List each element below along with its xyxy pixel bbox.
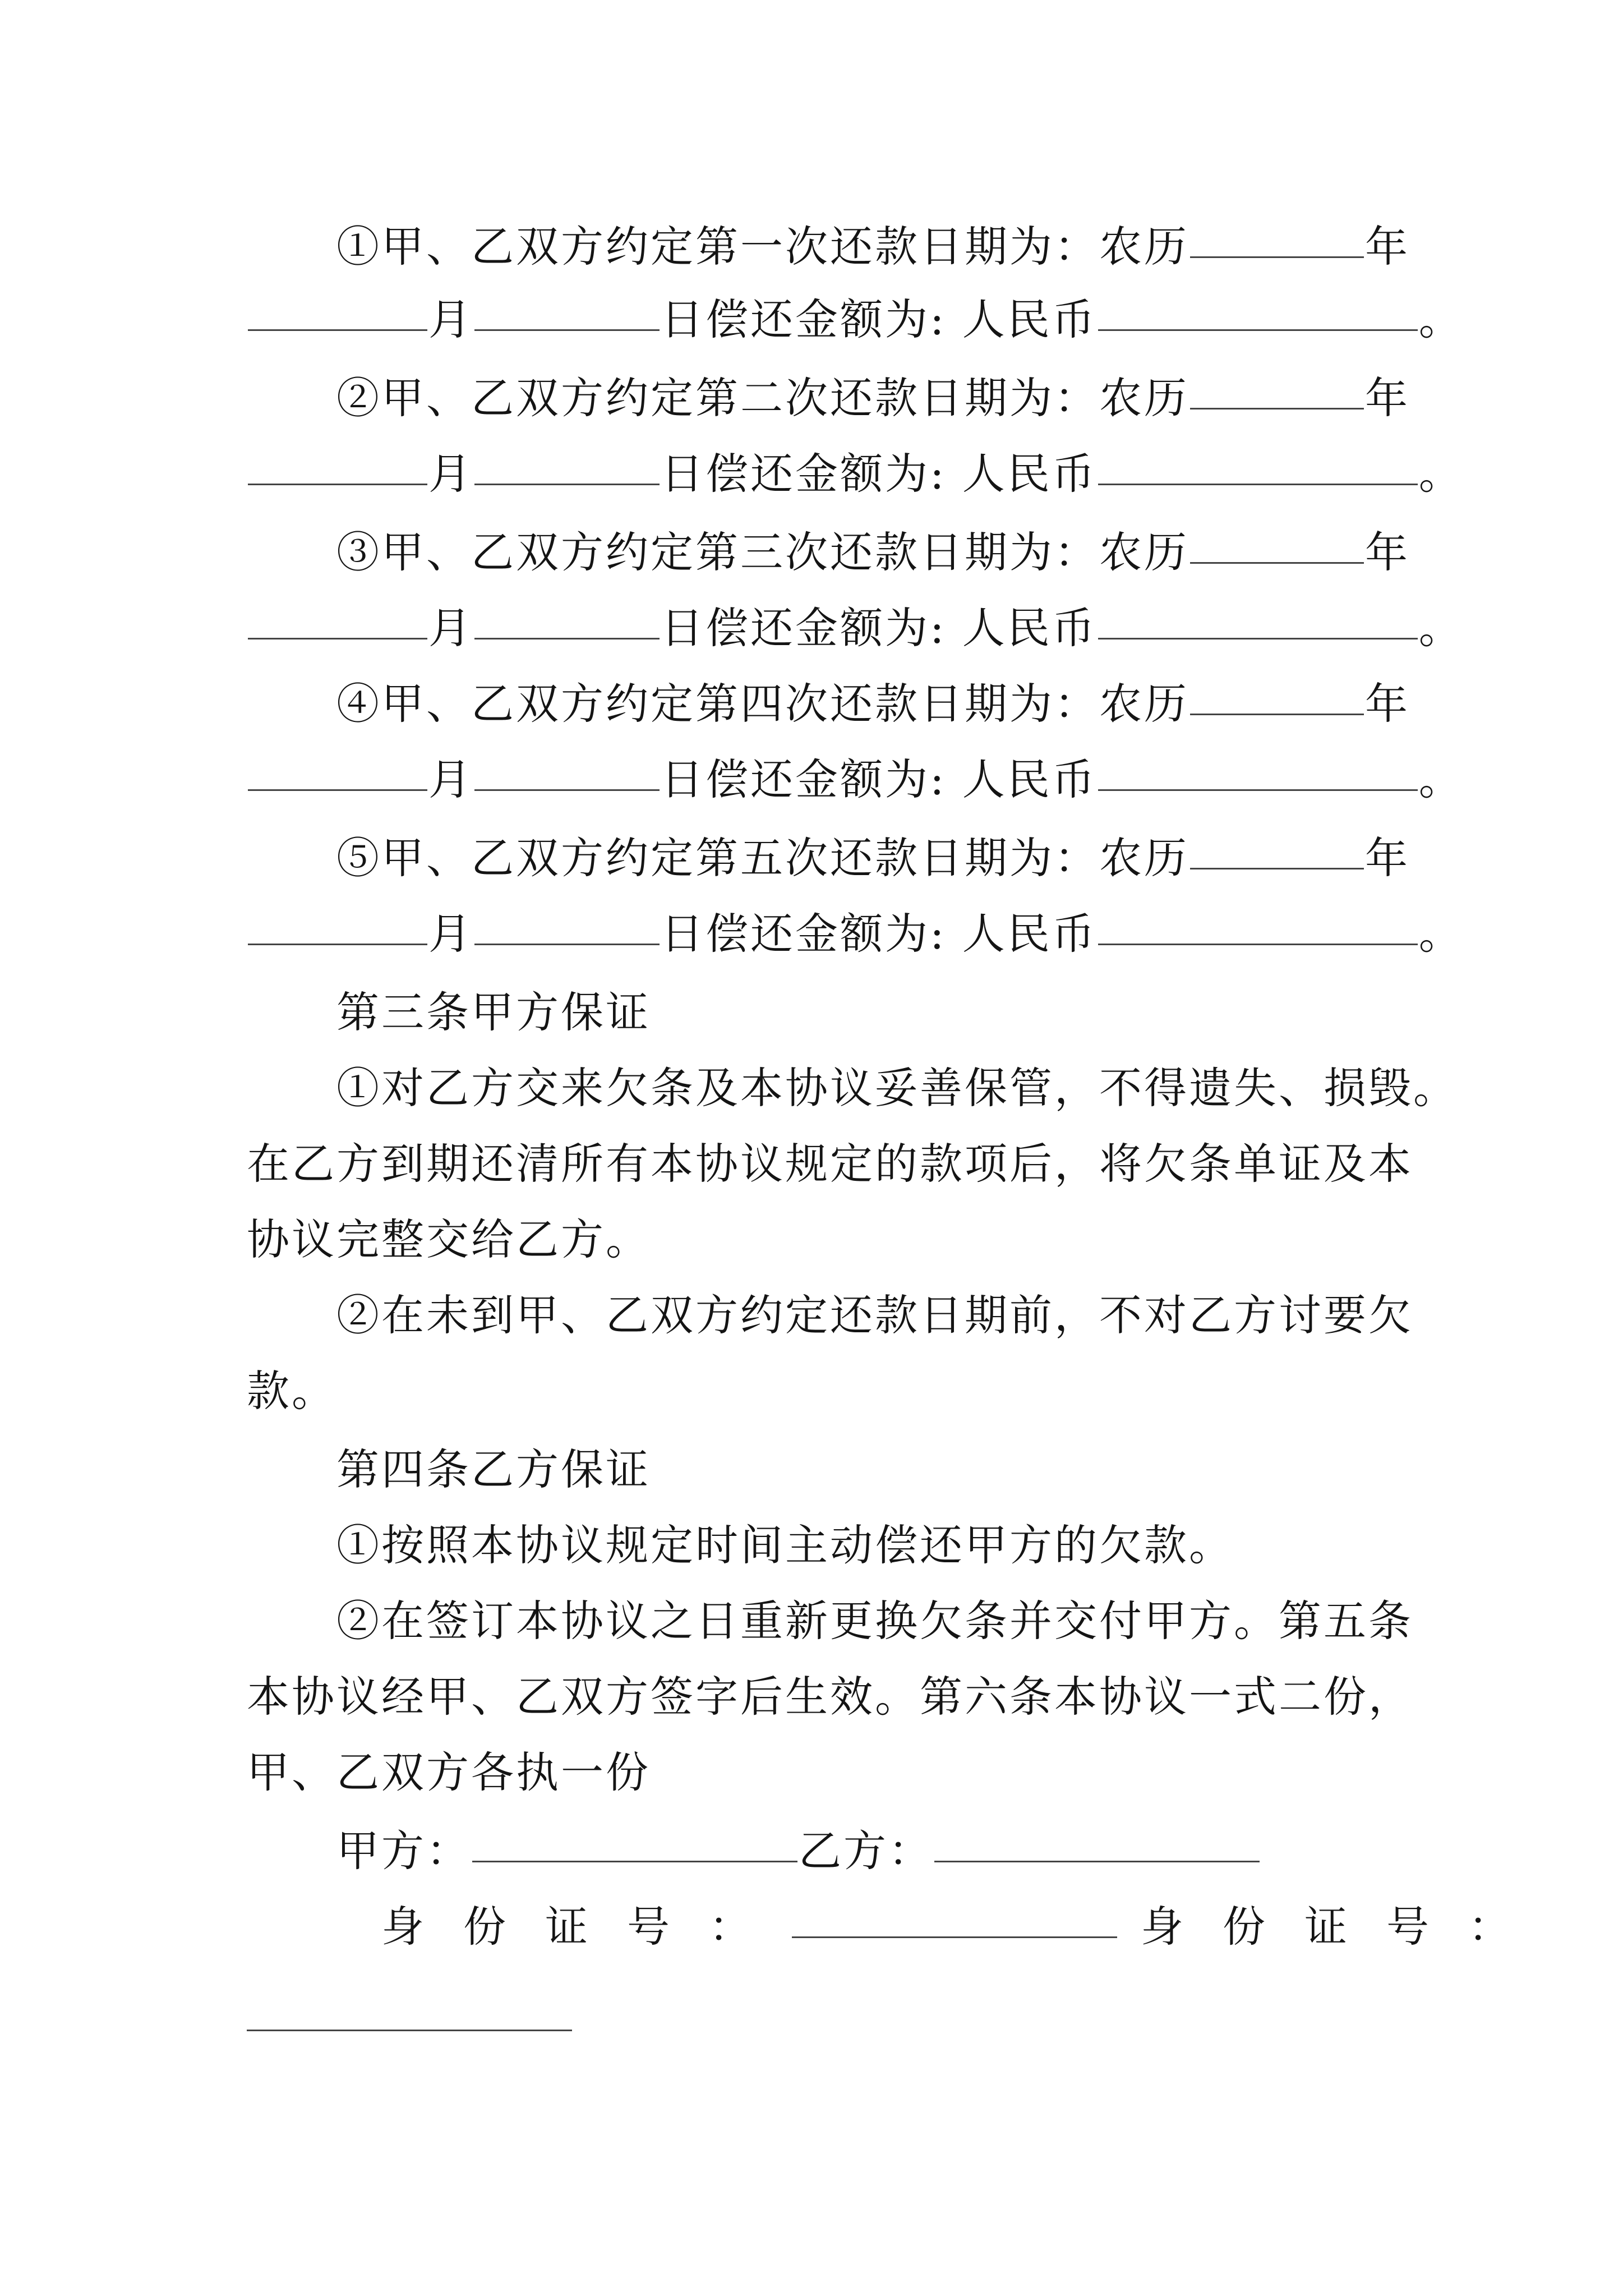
amount-blank [1098,599,1418,639]
article-4-p2-line-1: ②在签订本协议之日重新更换欠条并交付甲方。第五条 [336,1596,1413,1646]
installment-3-line-2: 月 日偿还金额为: 人民币 。 [247,595,1464,662]
amount-blank [1098,290,1418,331]
day-blank [474,750,660,791]
month-blank [248,750,427,791]
article-4-p2-line-3: 甲、乙双方各执一份 [247,1747,651,1797]
id-a-blank [792,1897,1117,1938]
amount-blank [1098,904,1418,945]
installment-4-line-1: ④甲、乙双方约定第四次还款日期为：农历 年 [336,670,1410,738]
amount-blank [1098,750,1418,791]
signature-parties [336,1818,1261,1885]
article-3-p1-line-3: 协议完整交给乙方。 [247,1214,651,1264]
article-4-p1: ①按照本协议规定时间主动偿还甲方的欠款。 [336,1520,1234,1570]
installment-5-line-1: ⑤甲、乙双方约定第五次还款日期为：农历 年 [336,825,1410,892]
month-blank [248,599,427,639]
id-b-blank [247,2030,572,2031]
article-3-p1-line-2: 在乙方到期还清所有本协议规定的款项后，将欠条单证及本 [247,1139,1413,1189]
month-blank [248,290,427,331]
year-blank [1190,829,1364,869]
year-blank [1190,369,1364,409]
installment-2-line-2: 月 日偿还金额为: 人民币 。 [247,440,1464,508]
installment-5-line-2: 月 日偿还金额为: 人民币 。 [247,900,1464,968]
party-b-label: 乙方： [799,1826,933,1876]
year-blank [1190,674,1364,715]
id-a-label: 身份证号： [381,1902,791,1952]
installment-3-line-1: ③甲、乙双方约定第三次还款日期为：农历 年 [336,519,1410,586]
installment-1-line-2: 月 日偿还金额为: 人民币 。 [247,286,1464,353]
party-a-label: 甲方： [336,1826,471,1876]
day-blank [474,599,660,639]
day-blank [474,444,660,485]
party-b-blank [934,1821,1260,1862]
article-3-p2-line-1: ②在未到甲、乙双方约定还款日期前，不对乙方讨要欠 [336,1290,1413,1340]
article-4-p2-line-2: 本协议经甲、乙双方签字后生效。第六条本协议一式二份， [247,1672,1413,1722]
installment-1-line-1: ①甲、乙双方约定第一次还款日期为：农历 年 [336,213,1410,280]
party-a-blank [472,1821,797,1862]
month-blank [248,444,427,485]
id-b-label: 身份证号： [1141,1902,1550,1952]
article-3-heading: 第三条甲方保证 [336,987,651,1037]
signature-id-numbers [381,1893,1550,1961]
article-3-p2-line-2: 款。 [247,1366,336,1416]
article-4-heading: 第四条乙方保证 [336,1444,651,1494]
installment-4-line-2: 月 日偿还金额为: 人民币 。 [247,746,1464,813]
installment-2-line-1: ②甲、乙双方约定第二次还款日期为：农历 年 [336,365,1410,432]
year-blank [1190,523,1364,564]
year-blank [1190,217,1364,258]
article-3-p1-line-1: ①对乙方交来欠条及本协议妥善保管，不得遗失、损毁。 [336,1063,1458,1113]
day-blank [474,904,660,945]
month-blank [248,904,427,945]
day-blank [474,290,660,331]
amount-blank [1098,444,1418,485]
